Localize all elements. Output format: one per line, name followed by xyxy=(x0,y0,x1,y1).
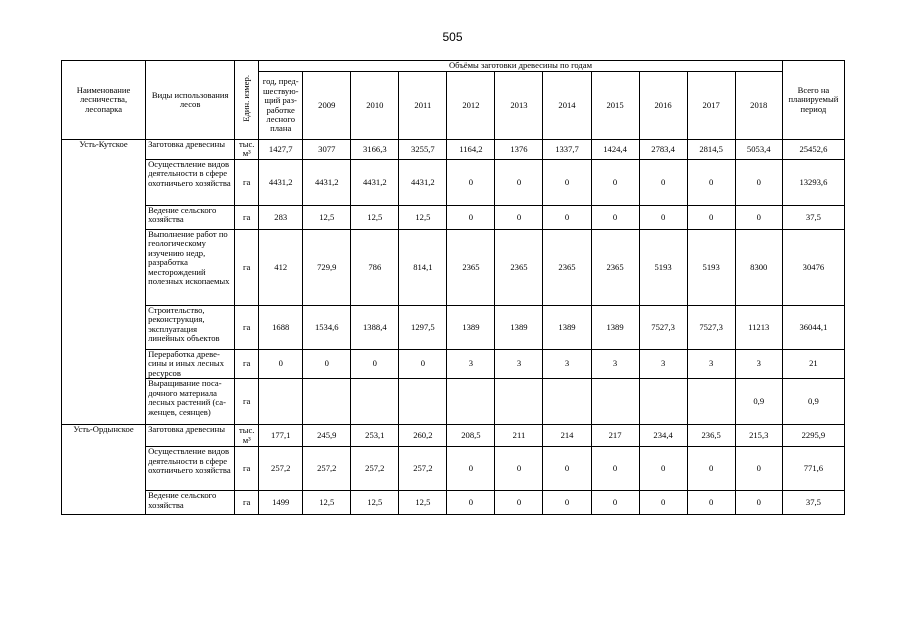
year-value: 3 xyxy=(639,349,687,378)
year-value: 0 xyxy=(591,447,639,491)
year-value: 211 xyxy=(495,425,543,447)
year-value: 5193 xyxy=(639,229,687,305)
year-value xyxy=(351,379,399,425)
year-value: 245,9 xyxy=(303,425,351,447)
year-value: 3 xyxy=(735,349,782,378)
header-total: Всего на планируемый период xyxy=(782,61,844,140)
year-value: 3 xyxy=(591,349,639,378)
total-value: 25452,6 xyxy=(782,140,844,160)
year-value: 0 xyxy=(735,159,782,205)
previous-year-value: 1427,7 xyxy=(259,140,303,160)
unit-cell: га xyxy=(235,305,259,349)
unit-cell: га xyxy=(235,379,259,425)
year-value: 1424,4 xyxy=(591,140,639,160)
total-value: 2295,9 xyxy=(782,425,844,447)
previous-year-value: 0 xyxy=(259,349,303,378)
year-value: 786 xyxy=(351,229,399,305)
year-value xyxy=(687,379,735,425)
year-value: 1534,6 xyxy=(303,305,351,349)
unit-cell: га xyxy=(235,349,259,378)
year-value xyxy=(495,379,543,425)
year-value: 12,5 xyxy=(399,205,447,229)
year-value: 0 xyxy=(447,491,495,515)
year-value xyxy=(591,379,639,425)
header-unit: Един. измер. xyxy=(235,61,259,140)
unit-cell: га xyxy=(235,205,259,229)
year-value: 0 xyxy=(591,205,639,229)
year-value: 1388,4 xyxy=(351,305,399,349)
year-value: 2365 xyxy=(447,229,495,305)
page-number: 505 xyxy=(442,30,463,44)
year-value: 729,9 xyxy=(303,229,351,305)
unit-cell: га xyxy=(235,159,259,205)
year-value: 0 xyxy=(399,349,447,378)
unit-cell: га xyxy=(235,491,259,515)
previous-year-value: 4431,2 xyxy=(259,159,303,205)
year-value: 0 xyxy=(495,447,543,491)
table-row xyxy=(62,491,845,515)
forest-use-type: Ведение сельского хозяйства xyxy=(146,491,235,515)
unit-cell: тыс. м³ xyxy=(235,140,259,160)
year-value: 1389 xyxy=(495,305,543,349)
total-value: 37,5 xyxy=(782,205,844,229)
year-value: 11213 xyxy=(735,305,782,349)
year-value: 5053,4 xyxy=(735,140,782,160)
forestry-name: Усть-Ордынское xyxy=(62,425,146,515)
table-row xyxy=(62,379,845,425)
year-value: 0 xyxy=(495,205,543,229)
year-value: 1164,2 xyxy=(447,140,495,160)
forest-use-type: Ведение сельского хозяйства xyxy=(146,205,235,229)
year-value: 7527,3 xyxy=(639,305,687,349)
year-value: 0 xyxy=(687,447,735,491)
year-value: 236,5 xyxy=(687,425,735,447)
table-row xyxy=(62,349,845,378)
year-value xyxy=(447,379,495,425)
header-year: 2013 xyxy=(495,72,543,140)
previous-year-value: 412 xyxy=(259,229,303,305)
table-row xyxy=(62,205,845,229)
year-value: 12,5 xyxy=(351,205,399,229)
header-forestry: Наименование лесничества, лесопарка xyxy=(62,61,146,140)
total-value: 0,9 xyxy=(782,379,844,425)
year-value: 12,5 xyxy=(351,491,399,515)
previous-year-value: 177,1 xyxy=(259,425,303,447)
year-value: 3255,7 xyxy=(399,140,447,160)
year-value: 0 xyxy=(543,205,591,229)
year-value: 4431,2 xyxy=(399,159,447,205)
year-value: 5193 xyxy=(687,229,735,305)
header-year: 2015 xyxy=(591,72,639,140)
table-row xyxy=(62,447,845,491)
year-value xyxy=(303,379,351,425)
header-previous-year: год, пред-шествую-щий раз-работке лесного плана xyxy=(259,72,303,140)
year-value: 4431,2 xyxy=(303,159,351,205)
year-value: 0 xyxy=(447,159,495,205)
year-value: 1389 xyxy=(543,305,591,349)
year-value: 0 xyxy=(687,491,735,515)
year-value: 0 xyxy=(591,159,639,205)
header-row-1 xyxy=(62,61,845,72)
year-value: 257,2 xyxy=(303,447,351,491)
year-value: 1297,5 xyxy=(399,305,447,349)
total-value: 771,6 xyxy=(782,447,844,491)
year-value: 0 xyxy=(303,349,351,378)
total-value: 13293,6 xyxy=(782,159,844,205)
year-value: 0 xyxy=(639,491,687,515)
year-value: 0 xyxy=(687,159,735,205)
year-value: 2365 xyxy=(591,229,639,305)
forest-use-type: Осуществление видов деятельности в сфере охотничьего хозяйства xyxy=(146,159,235,205)
year-value: 2783,4 xyxy=(639,140,687,160)
total-value: 30476 xyxy=(782,229,844,305)
year-value: 0 xyxy=(495,491,543,515)
table-row xyxy=(62,229,845,305)
year-value: 260,2 xyxy=(399,425,447,447)
year-value: 0 xyxy=(447,447,495,491)
year-value: 1376 xyxy=(495,140,543,160)
previous-year-value: 257,2 xyxy=(259,447,303,491)
year-value: 2814,5 xyxy=(687,140,735,160)
year-value: 257,2 xyxy=(351,447,399,491)
year-value: 7527,3 xyxy=(687,305,735,349)
year-value: 814,1 xyxy=(399,229,447,305)
year-value: 0 xyxy=(351,349,399,378)
previous-year-value: 283 xyxy=(259,205,303,229)
table-row xyxy=(62,159,845,205)
wood-harvest-table xyxy=(61,60,845,515)
unit-cell: га xyxy=(235,229,259,305)
year-value: 0 xyxy=(543,159,591,205)
year-value: 0 xyxy=(687,205,735,229)
forest-use-type: Заготовка древесины xyxy=(146,425,235,447)
year-value: 0,9 xyxy=(735,379,782,425)
header-year: 2018 xyxy=(735,72,782,140)
year-value: 0 xyxy=(591,491,639,515)
year-value: 3077 xyxy=(303,140,351,160)
forest-use-type: Заготовка древесины xyxy=(146,140,235,160)
forest-use-type: Переработка древе-сины и иных лесных ресурсов xyxy=(146,349,235,378)
year-value: 0 xyxy=(735,447,782,491)
year-value: 0 xyxy=(495,159,543,205)
year-value: 217 xyxy=(591,425,639,447)
header-year: 2009 xyxy=(303,72,351,140)
year-value: 208,5 xyxy=(447,425,495,447)
year-value: 12,5 xyxy=(399,491,447,515)
year-value: 3 xyxy=(687,349,735,378)
previous-year-value: 1688 xyxy=(259,305,303,349)
year-value: 8300 xyxy=(735,229,782,305)
year-value: 3166,3 xyxy=(351,140,399,160)
year-value: 3 xyxy=(495,349,543,378)
total-value: 21 xyxy=(782,349,844,378)
forestry-name: Усть-Кутское xyxy=(62,140,146,425)
year-value: 0 xyxy=(735,491,782,515)
year-value: 1389 xyxy=(591,305,639,349)
table-row xyxy=(62,425,845,447)
year-value: 0 xyxy=(543,491,591,515)
header-forest-use: Виды использования лесов xyxy=(146,61,235,140)
header-year: 2017 xyxy=(687,72,735,140)
header-year: 2016 xyxy=(639,72,687,140)
year-value xyxy=(399,379,447,425)
year-value: 2365 xyxy=(495,229,543,305)
year-value: 253,1 xyxy=(351,425,399,447)
unit-cell: тыс. м³ xyxy=(235,425,259,447)
total-value: 36044,1 xyxy=(782,305,844,349)
header-year: 2012 xyxy=(447,72,495,140)
header-year: 2011 xyxy=(399,72,447,140)
year-value: 2365 xyxy=(543,229,591,305)
year-value: 1389 xyxy=(447,305,495,349)
forest-use-type: Строительство, реконструкция, эксплуатация линейных объектов xyxy=(146,305,235,349)
year-value: 12,5 xyxy=(303,491,351,515)
header-volume-group: Объёмы заготовки древесины по годам xyxy=(259,61,783,72)
year-value: 0 xyxy=(639,205,687,229)
table-row xyxy=(62,305,845,349)
year-value: 257,2 xyxy=(399,447,447,491)
year-value: 0 xyxy=(543,447,591,491)
year-value: 4431,2 xyxy=(351,159,399,205)
year-value: 0 xyxy=(639,447,687,491)
previous-year-value: 1499 xyxy=(259,491,303,515)
header-year: 2010 xyxy=(351,72,399,140)
year-value: 12,5 xyxy=(303,205,351,229)
year-value: 215,3 xyxy=(735,425,782,447)
header-year: 2014 xyxy=(543,72,591,140)
year-value: 0 xyxy=(735,205,782,229)
year-value: 214 xyxy=(543,425,591,447)
unit-cell: га xyxy=(235,447,259,491)
forest-use-type: Осуществление видов деятельности в сфере охотничьего хозяйства xyxy=(146,447,235,491)
total-value: 37,5 xyxy=(782,491,844,515)
table-row xyxy=(62,140,845,160)
year-value: 3 xyxy=(447,349,495,378)
year-value: 234,4 xyxy=(639,425,687,447)
previous-year-value xyxy=(259,379,303,425)
year-value xyxy=(639,379,687,425)
forest-use-type: Выполнение работ по геологическому изучению недр, разработка месторождений полезных ископаемых xyxy=(146,229,235,305)
year-value: 0 xyxy=(639,159,687,205)
forest-use-type: Выращивание поса-дочного материала лесных растений (са-женцев, сеянцев) xyxy=(146,379,235,425)
year-value: 0 xyxy=(447,205,495,229)
year-value: 1337,7 xyxy=(543,140,591,160)
year-value xyxy=(543,379,591,425)
year-value: 3 xyxy=(543,349,591,378)
